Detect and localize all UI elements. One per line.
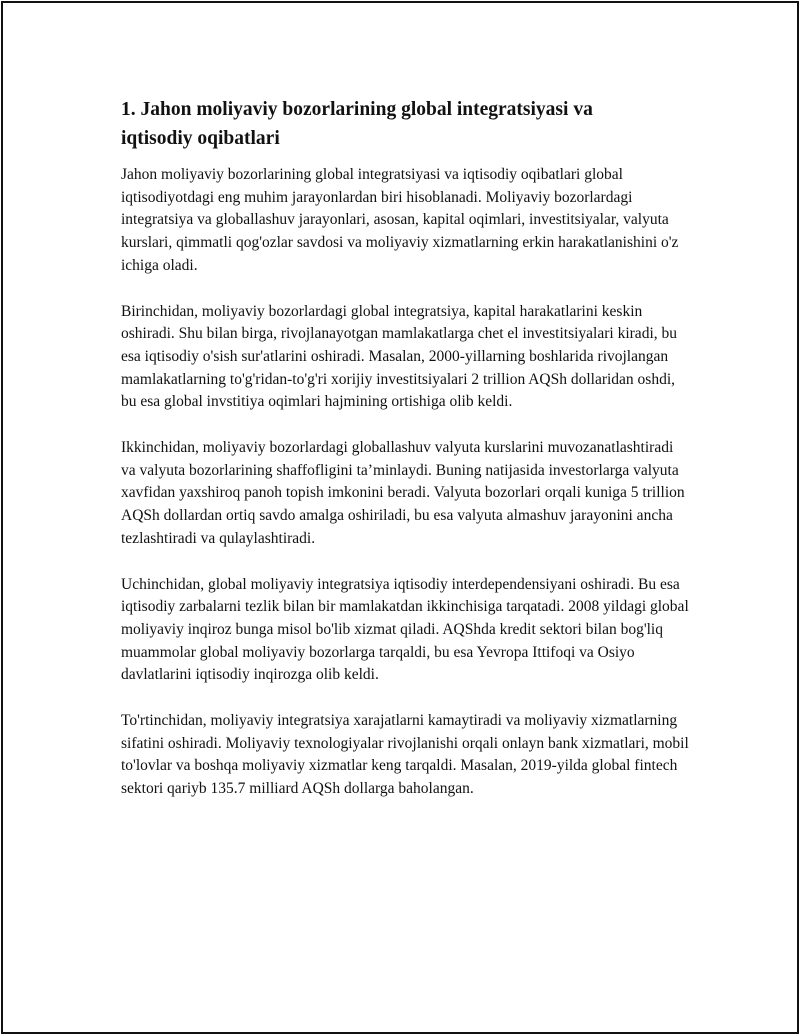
section-heading: [121, 95, 691, 153]
section-heading-line-1: 1. Jahon moliyaviy bozorlarining global integratsiyasi va: [121, 99, 593, 120]
section-heading-line-2: iqtisodiy oqibatlari: [121, 128, 280, 149]
paragraph-first: Birinchidan, moliyaviy bozorlardagi global integratsiya, kapital harakatlarini keskin oshiradi. Shu bilan birga, rivojlanayotgan mamlakatlarga chet el investitsiyalari kiradi, bu esa iqtisodiy o'sish sur'atlarini oshiradi. Masalan, 2000-yillarning boshlarida rivojlangan mamlakatlarning to'g'ridan-to'g'ri xorijiy investitsiyalari 2 trillion AQSh dollaridan oshdi, bu esa global invstitiya oqimlari hajmining ortishiga olib keldi.: [121, 302, 677, 411]
paragraph-intro: Jahon moliyaviy bozorlarining global integratsiyasi va iqtisodiy oqibatlari global iqtisodiyotdagi eng muhim jarayonlardan biri hisoblanadi. Moliyaviy bozorlardagi integratsiya va globallashuv jarayonlari, asosan, kapital oqimlari, investitsiyalar, valyuta kurslari, qimmatli qog'ozlar savdosi va moliyaviy xizmatlarning erkin harakatlanishini o'z ichiga oladi.: [121, 166, 679, 274]
paragraph-third: Uchinchidan, global moliyaviy integratsiya iqtisodiy interdependensiyani oshiradi. Bu esa iqtisodiy zarbalarni tezlik bilan bir mamlakatdan ikkinchisiga tarqatadi. 2008 yildagi global moliyaviy inqiroz bunga misol bo'lib xizmat qiladi. AQShda kredit sektori bilan bog'liq muammolar global moliyaviy bozorlarga tarqaldi, bu esa Yevropa Ittifoqi va Osiyo davlatlarini iqtisodiy inqirozga olib keldi.: [121, 575, 689, 684]
paragraph-second: Ikkinchidan, moliyaviy bozorlardagi globallashuv valyuta kurslarini muvozanatlashtiradi va valyuta bozorlarining shaffofligini ta’minlaydi. Buning natijasida investorlarga valyuta xavfidan yaxshiroq panoh topish imkonini beradi. Valyuta bozorlari orqali kuniga 5 trillion AQSh dollardan ortiq savdo amalga oshiriladi, bu esa valyuta almashuv jarayonini ancha tezlashtiradi va qulaylashtiradi.: [121, 439, 685, 547]
document-page: [1, 1, 799, 1034]
paragraph-fourth: To'rtinchidan, moliyaviy integratsiya xarajatlarni kamaytiradi va moliyaviy xizmatlarning sifatini oshiradi. Moliyaviy texnologiyalar rivojlanishi orqali onlayn bank xizmatlari, mobil to'lovlar va boshqa moliyaviy xizmatlar keng tarqaldi. Masalan, 2019-yilda global fintech sektori qariyb 135.7 milliard AQSh dollarga baholangan.: [121, 712, 689, 798]
document-body: [121, 95, 691, 824]
